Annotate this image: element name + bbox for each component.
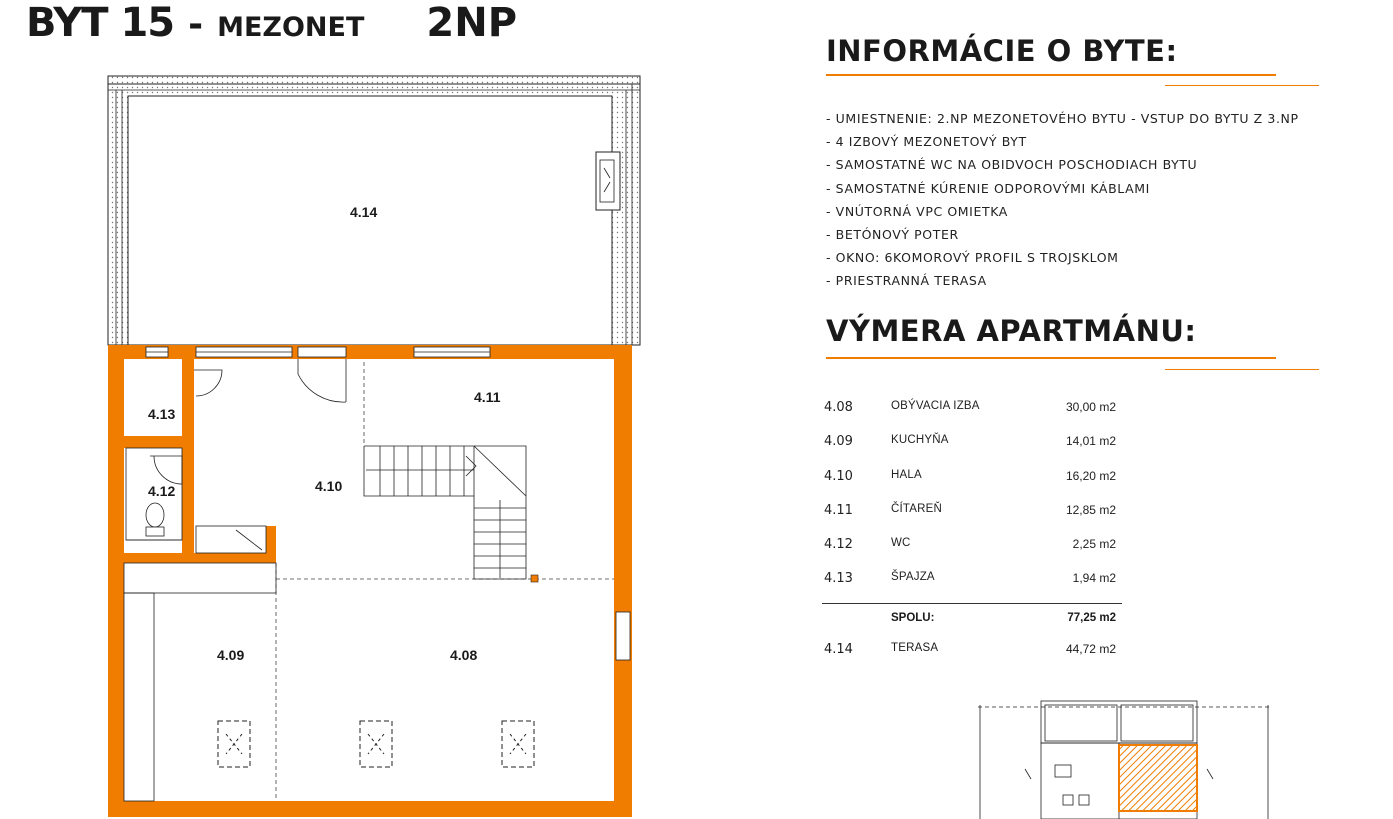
floor-plan	[0, 0, 660, 819]
terrace-row	[822, 636, 1122, 666]
room-id: 4.09	[824, 434, 853, 450]
total-row	[822, 612, 1122, 632]
info-list	[826, 110, 1299, 296]
room-area: 14,01 m2	[1065, 434, 1116, 449]
area-title-rule-accent	[1165, 369, 1319, 370]
info-item: - 4 IZBOVÝ MEZONETOVÝ BYT	[826, 134, 1027, 150]
kitchen-counter	[124, 526, 276, 801]
info-item: - UMIESTNENIE: 2.NP MEZONETOVÉHO BYTU - VSTUP DO BYTU Z 3.NP	[826, 111, 1299, 126]
title-type: MEZONET	[217, 12, 365, 43]
room-label-4-08: 4.08	[450, 647, 478, 663]
room-id: 4.08	[824, 400, 853, 415]
room-name: OBÝVACIA IZBA	[891, 400, 980, 412]
room-name: ČÍTAREŇ	[891, 502, 943, 515]
info-item: - SAMOSTATNÉ WC NA OBIDVOCH POSCHODIACH BYTU	[826, 157, 1198, 173]
total-value: 77,25 m2	[1067, 612, 1116, 624]
room-name: WC	[891, 537, 911, 550]
title-floor: 2NP	[426, 0, 518, 46]
table-row	[822, 463, 1122, 497]
room-label-4-11: 4.11	[474, 389, 501, 405]
room-label-4-13: 4.13	[148, 406, 176, 422]
dashed-lines	[276, 362, 614, 801]
room-id: 4.10	[824, 468, 853, 484]
room-area: 2,25 m2	[1072, 537, 1116, 552]
info-title: INFORMÁCIE O BYTE:	[826, 34, 1178, 68]
room-label-4-10: 4.10	[315, 478, 343, 494]
table-row	[822, 565, 1122, 599]
column-marker	[531, 575, 538, 582]
info-item: - VNÚTORNÁ VPC OMIETKA	[826, 203, 1008, 219]
room-id: 4.11	[824, 502, 853, 518]
info-item: - SAMOSTATNÉ KÚRENIE ODPOROVÝMI KÁBLAMI	[826, 180, 1150, 196]
terrace-equipment-icon	[596, 152, 620, 210]
title-dash: -	[188, 4, 204, 45]
info-item: - BETÓNOVÝ POTER	[826, 226, 959, 242]
total-divider	[822, 603, 1122, 604]
exterior-walls	[108, 345, 632, 817]
info-item: - PRIESTRANNÁ TERASA	[826, 273, 987, 289]
area-table	[822, 394, 1122, 600]
room-name: ŠPAJZA	[891, 571, 935, 584]
total-label: SPOLU:	[891, 612, 935, 624]
area-title-rule	[826, 357, 1276, 359]
room-name: KUCHYŇA	[891, 434, 949, 447]
info-title-rule-accent	[1165, 85, 1319, 86]
table-row	[822, 394, 1122, 428]
room-name: HALA	[891, 468, 922, 481]
room-label-4-14: 4.14	[350, 204, 378, 220]
table-row	[822, 497, 1122, 531]
table-row	[822, 428, 1122, 462]
terrace-value: 44,72 m2	[1065, 642, 1116, 656]
area-title: VÝMERA APARTMÁNU:	[826, 314, 1197, 348]
key-plan-thumbnail	[975, 695, 1275, 819]
info-item: - OKNO: 6KOMOROVÝ PROFIL S TROJSKLOM	[826, 250, 1119, 266]
title-unit: BYT 15	[26, 0, 175, 46]
room-area: 30,00 m2	[1065, 400, 1116, 414]
doors	[150, 359, 346, 484]
room-id: 4.12	[824, 537, 853, 553]
info-title-rule	[826, 74, 1276, 76]
room-label-4-12: 4.12	[148, 483, 176, 499]
windows	[146, 347, 630, 660]
room-area: 16,20 m2	[1065, 468, 1116, 483]
room-area: 12,85 m2	[1065, 502, 1116, 517]
staircase	[364, 446, 526, 579]
terrace-id: 4.14	[824, 642, 853, 657]
terrace-name: TERASA	[891, 642, 939, 654]
skylight-icons	[218, 721, 534, 767]
room-id: 4.13	[824, 571, 853, 587]
table-row	[822, 531, 1122, 565]
room-label-4-09: 4.09	[217, 647, 245, 663]
room-area: 1,94 m2	[1072, 571, 1116, 586]
key-plan-highlight	[1119, 745, 1197, 811]
